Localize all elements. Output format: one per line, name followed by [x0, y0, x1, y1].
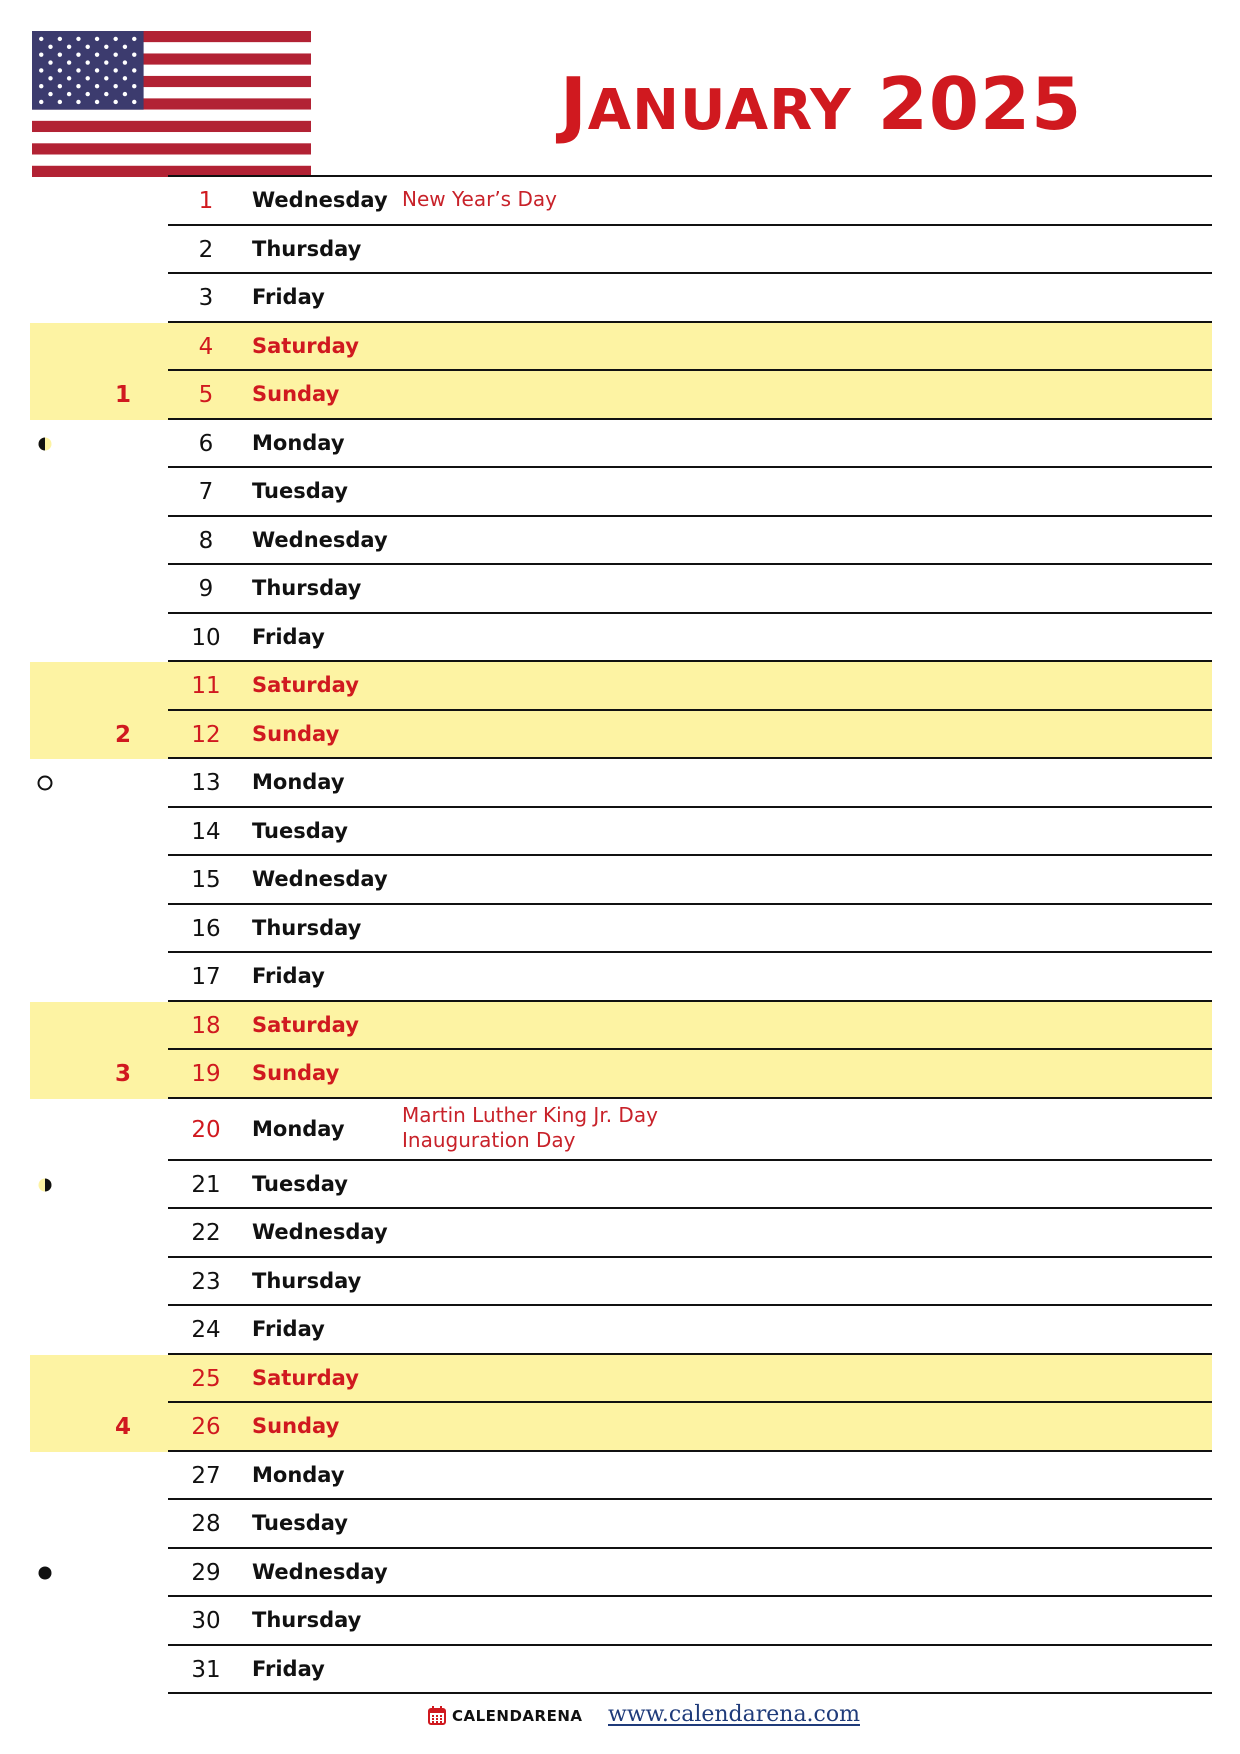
- day-number: 18: [191, 1012, 221, 1039]
- day-number: 25: [191, 1365, 221, 1392]
- day-number: 14: [191, 818, 221, 845]
- day-row: [168, 711, 1212, 760]
- week-number: 4: [114, 1414, 131, 1441]
- day-row: [168, 226, 1212, 275]
- day-row: [168, 808, 1212, 857]
- day-row: [168, 517, 1212, 566]
- day-number: 1: [198, 188, 214, 215]
- day-number: 10: [191, 624, 221, 651]
- day-row: [168, 662, 1212, 711]
- us-flag-icon: [32, 31, 311, 177]
- day-row: [168, 274, 1212, 323]
- day-number: 4: [198, 333, 214, 360]
- day-row: [168, 1549, 1212, 1598]
- day-number: 9: [198, 576, 214, 603]
- day-number: 7: [198, 479, 214, 506]
- day-name: Wednesday: [252, 1559, 388, 1584]
- day-row: [168, 565, 1212, 614]
- day-number: 23: [191, 1268, 221, 1295]
- title-month-initial: J: [560, 62, 588, 146]
- day-number: 11: [191, 673, 221, 700]
- day-row: [168, 468, 1212, 517]
- day-name: Sunday: [252, 721, 340, 746]
- day-number: 31: [191, 1656, 221, 1683]
- day-number: 2: [198, 236, 214, 263]
- holiday-list: [402, 1103, 658, 1153]
- day-row: [168, 1306, 1212, 1355]
- day-name: Saturday: [252, 673, 359, 698]
- day-name: Tuesday: [252, 1171, 348, 1196]
- day-row: [168, 1258, 1212, 1307]
- holiday-name: Inauguration Day: [402, 1127, 576, 1152]
- day-number: 5: [198, 382, 214, 409]
- day-name: Friday: [252, 624, 325, 649]
- day-number: 17: [191, 964, 221, 991]
- site-url-link[interactable]: www.calendarena.com: [608, 1702, 860, 1727]
- holiday-list: [402, 187, 557, 212]
- day-number: 29: [191, 1559, 221, 1586]
- day-number: 30: [191, 1608, 221, 1635]
- day-row: [168, 420, 1212, 469]
- holiday-name: New Year’s Day: [402, 186, 557, 211]
- day-row: [168, 323, 1212, 372]
- day-name: Friday: [252, 1656, 325, 1681]
- day-name: Monday: [252, 770, 345, 795]
- day-row: [168, 1403, 1212, 1452]
- day-name: Friday: [252, 285, 325, 310]
- day-number: 8: [198, 527, 214, 554]
- holiday-name: Martin Luther King Jr. Day: [402, 1102, 658, 1127]
- day-row: [168, 1597, 1212, 1646]
- day-name: Thursday: [252, 576, 362, 601]
- week-number: 2: [114, 721, 131, 748]
- new-moon-icon: [36, 1564, 54, 1582]
- day-number: 15: [191, 867, 221, 894]
- day-row: [168, 1002, 1212, 1051]
- day-number: 28: [191, 1511, 221, 1538]
- calendar-icon: [428, 1706, 446, 1725]
- last-quarter-moon-icon: [36, 1176, 54, 1194]
- day-number: 27: [191, 1462, 221, 1489]
- day-name: Saturday: [252, 1012, 359, 1037]
- title-year: 2025: [877, 62, 1083, 146]
- day-row: [168, 905, 1212, 954]
- day-name: Wednesday: [252, 188, 388, 213]
- day-name: Monday: [252, 430, 345, 455]
- week-number: 3: [114, 1061, 131, 1088]
- day-name: Wednesday: [252, 527, 388, 552]
- brand[interactable]: [428, 1706, 583, 1725]
- title-month-rest: ANUARY: [587, 78, 852, 143]
- day-name: Tuesday: [252, 818, 348, 843]
- footer: [0, 1700, 1240, 1736]
- day-number: 16: [191, 915, 221, 942]
- day-name: Sunday: [252, 382, 340, 407]
- day-row: [168, 1646, 1212, 1695]
- day-number: 19: [191, 1061, 221, 1088]
- day-row: [168, 1161, 1212, 1210]
- day-name: Friday: [252, 1317, 325, 1342]
- day-number: 12: [191, 721, 221, 748]
- day-row: [168, 1099, 1212, 1161]
- day-name: Tuesday: [252, 1511, 348, 1536]
- day-name: Thursday: [252, 1608, 362, 1633]
- day-name: Friday: [252, 964, 325, 989]
- day-name: Saturday: [252, 333, 359, 358]
- day-row: [168, 177, 1212, 226]
- day-number: 21: [191, 1171, 221, 1198]
- day-number: 24: [191, 1317, 221, 1344]
- day-row: [168, 953, 1212, 1002]
- row-divider: [168, 1692, 1212, 1694]
- day-row: [168, 1452, 1212, 1501]
- day-row: [168, 371, 1212, 420]
- day-name: Sunday: [252, 1061, 340, 1086]
- day-number: 13: [191, 770, 221, 797]
- week-number: 1: [114, 382, 131, 409]
- day-name: Tuesday: [252, 479, 348, 504]
- day-row: [168, 1209, 1212, 1258]
- day-row: [168, 856, 1212, 905]
- day-name: Thursday: [252, 236, 362, 261]
- day-name: Thursday: [252, 915, 362, 940]
- full-moon-icon: [36, 774, 54, 792]
- day-name: Wednesday: [252, 1220, 388, 1245]
- first-quarter-moon-icon: [36, 435, 54, 453]
- day-name: Saturday: [252, 1365, 359, 1390]
- day-row: [168, 1355, 1212, 1404]
- day-number: 22: [191, 1220, 221, 1247]
- day-number: 20: [191, 1116, 221, 1143]
- page-title: [560, 62, 1120, 146]
- day-name: Wednesday: [252, 867, 388, 892]
- day-name: Sunday: [252, 1414, 340, 1439]
- brand-name: CALENDARENA: [452, 1706, 583, 1725]
- day-number: 6: [198, 430, 214, 457]
- day-number: 3: [198, 285, 214, 312]
- day-name: Thursday: [252, 1268, 362, 1293]
- day-row: [168, 1500, 1212, 1549]
- day-name: Monday: [252, 1462, 345, 1487]
- day-name: Monday: [252, 1116, 345, 1141]
- day-row: [168, 1050, 1212, 1099]
- day-row: [168, 614, 1212, 663]
- day-row: [168, 759, 1212, 808]
- day-number: 26: [191, 1414, 221, 1441]
